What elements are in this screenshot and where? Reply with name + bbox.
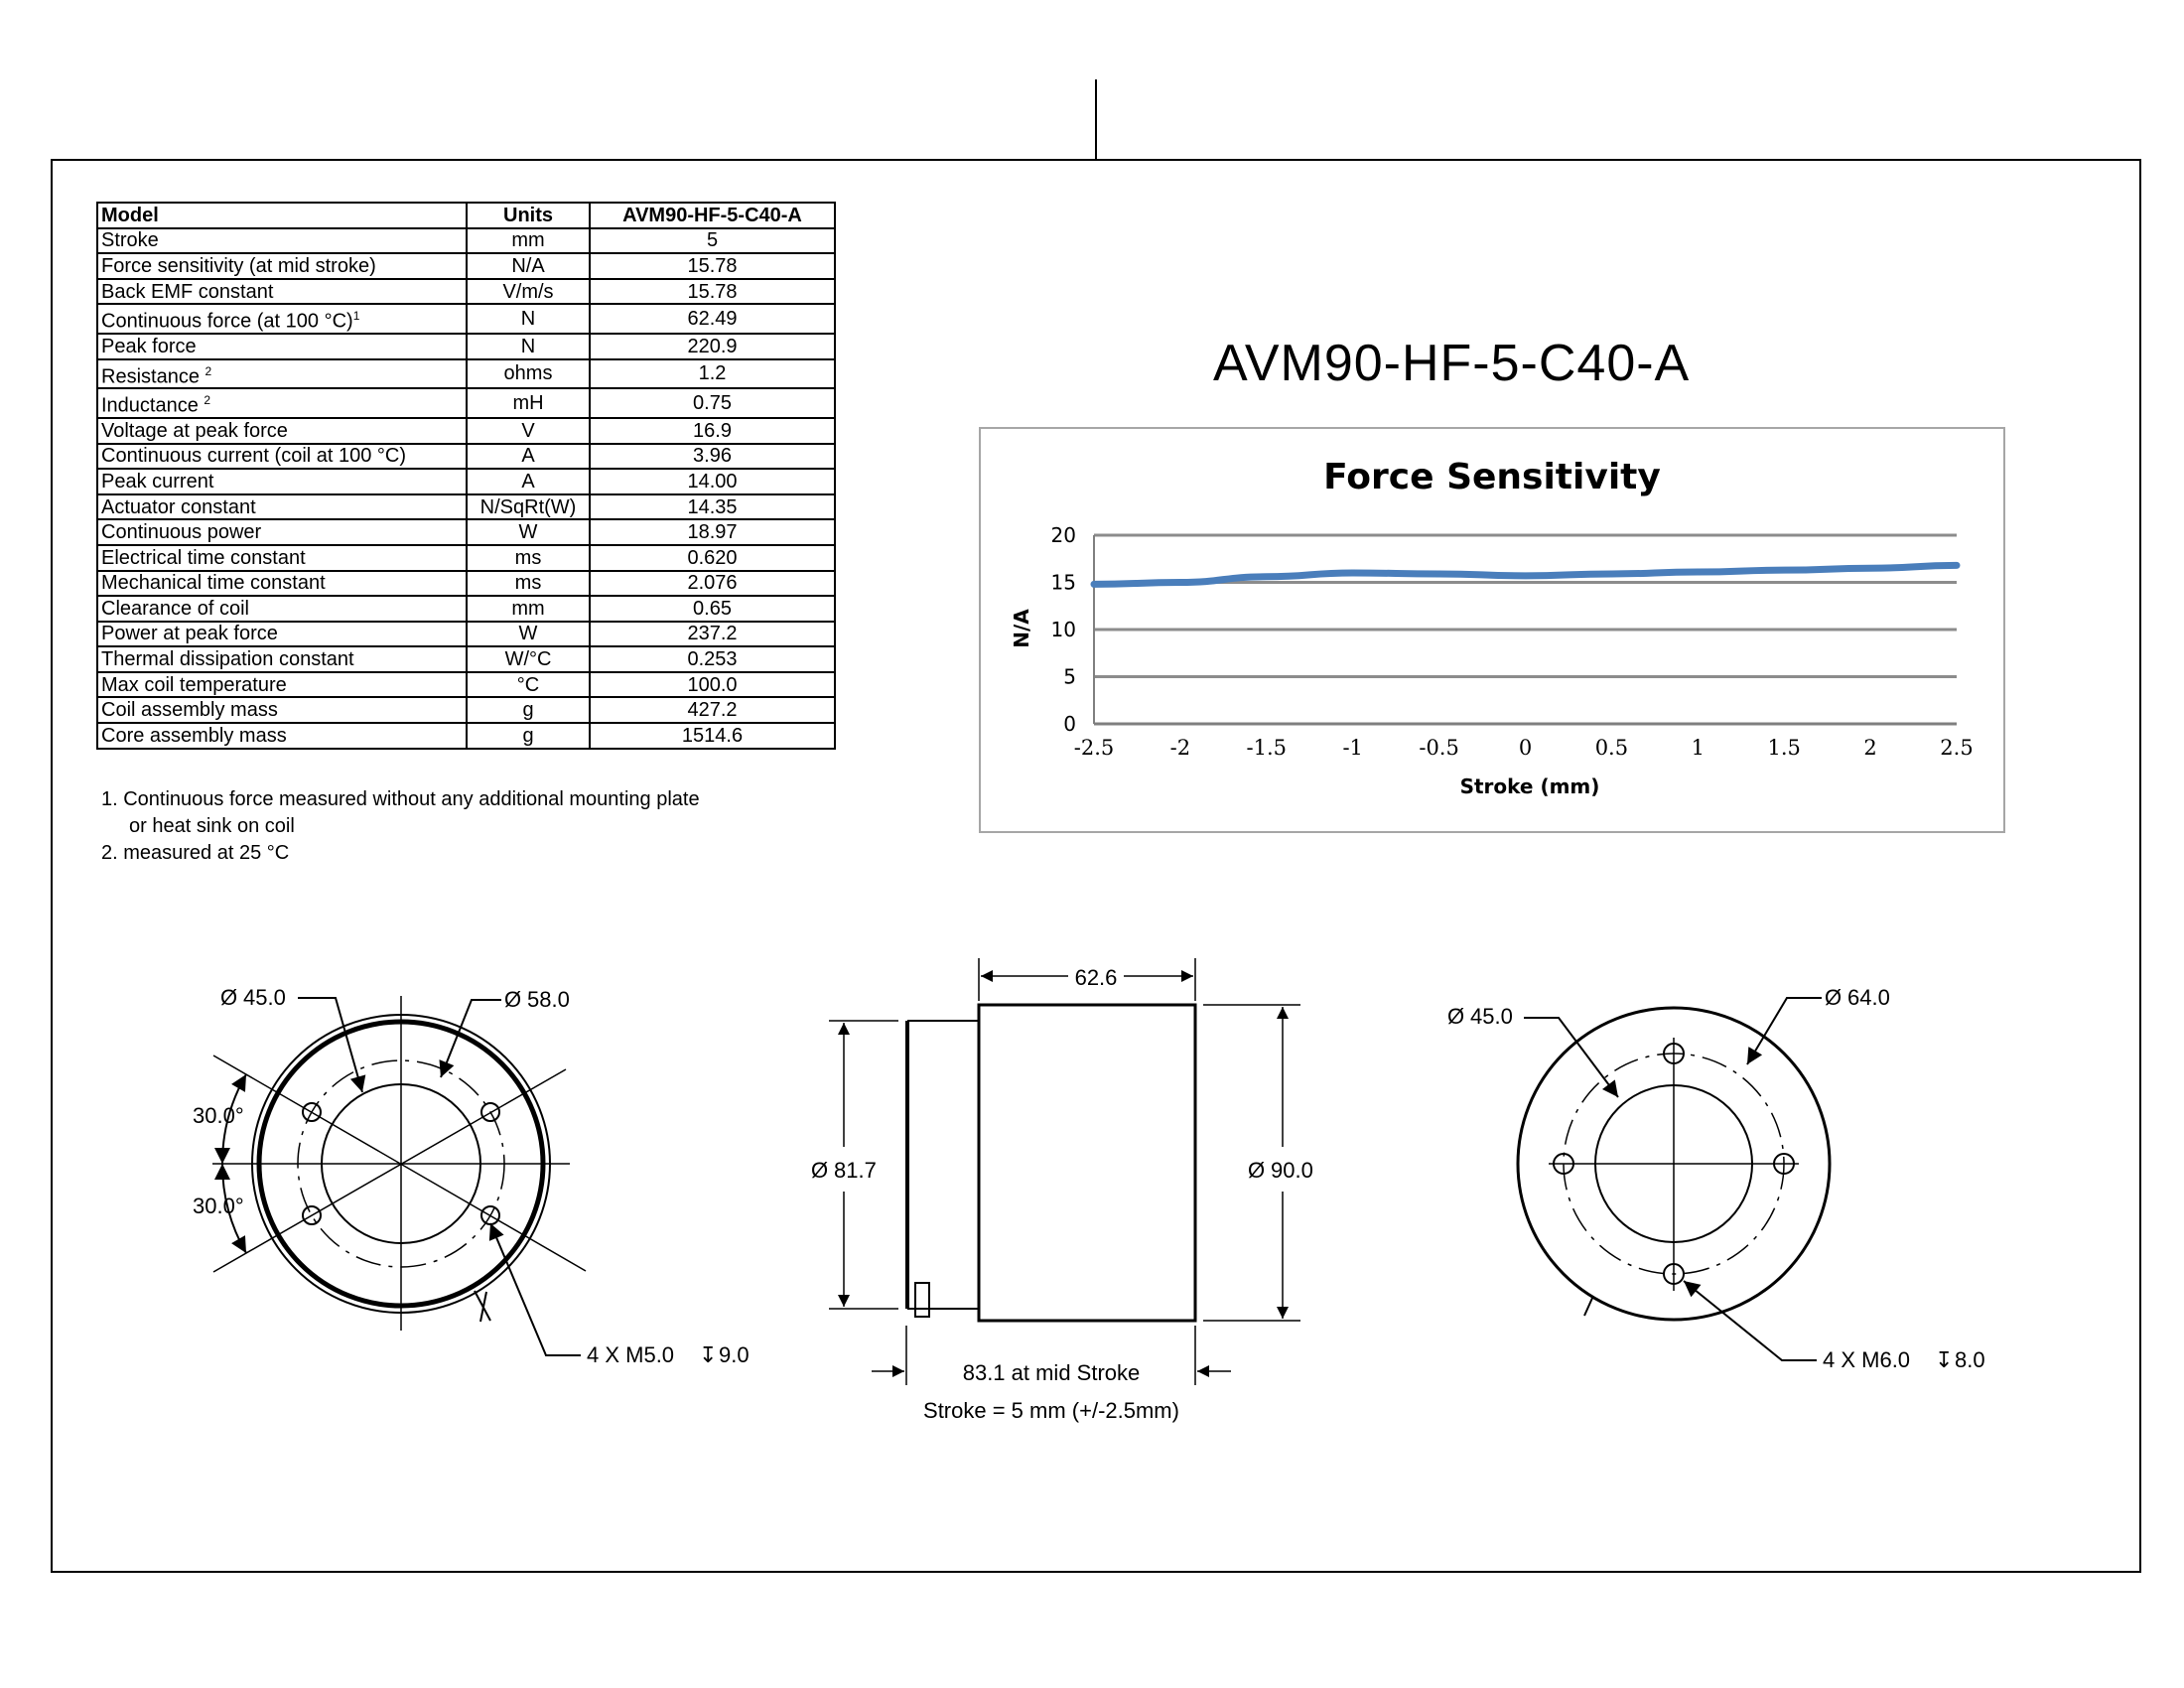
chart-title: Force Sensitivity (1323, 457, 1661, 497)
spec-value: 0.75 (590, 388, 835, 418)
front-dia58-symbol: Ø (504, 987, 522, 1012)
spec-param-text: Thermal dissipation constant (101, 648, 354, 671)
spec-param-text: Peak force (101, 335, 197, 357)
x-tick-label: 2 (1863, 736, 1877, 760)
x-tick-label: 1.5 (1767, 736, 1801, 760)
spec-param-text: Force sensitivity (at mid stroke) (101, 254, 376, 277)
front-view (193, 985, 750, 1367)
spec-units: °C (467, 672, 590, 698)
spec-param-text: Electrical time constant (101, 546, 306, 569)
back-pin (1584, 1296, 1593, 1316)
side-dia-large-symbol: Ø (1248, 1158, 1266, 1183)
spec-value: 100.0 (590, 672, 835, 698)
spec-value: 0.65 (590, 596, 835, 622)
spec-value: 3.96 (590, 444, 835, 470)
spec-value: 14.00 (590, 469, 835, 494)
front-angle-top: 30.0° (193, 1103, 244, 1128)
x-tick-label: 1 (1691, 736, 1705, 760)
spec-units: N/SqRt(W) (467, 494, 590, 520)
note-2: 2. measured at 25 °C (101, 842, 290, 864)
back-dia45-symbol: Ø (1447, 1004, 1465, 1029)
spec-units: V/m/s (467, 279, 590, 305)
side-dia-small-label: 81.7 (834, 1158, 877, 1183)
front-angle-bottom: 30.0° (193, 1194, 244, 1218)
note-1-cont: or heat sink on coil (129, 815, 295, 837)
spec-param-text: Inductance (101, 394, 205, 417)
spec-param-text: Resistance (101, 365, 205, 388)
spec-param-text: Max coil temperature (101, 673, 287, 696)
header-value: AVM90-HF-5-C40-A (590, 203, 835, 228)
spec-units: W (467, 622, 590, 647)
header-param: Model (97, 203, 467, 228)
x-tick-label: 0.5 (1594, 736, 1629, 760)
spec-units: W/°C (467, 646, 590, 672)
spec-units: N (467, 334, 590, 359)
spec-units: N/A (467, 253, 590, 279)
spec-value: 1.2 (590, 359, 835, 389)
spec-units: ms (467, 571, 590, 597)
spec-footnote-ref: 2 (205, 363, 212, 378)
spec-param-text: Back EMF constant (101, 280, 274, 303)
side-dia-small-symbol: Ø (811, 1158, 829, 1183)
header-units: Units (467, 203, 590, 228)
spec-units: N (467, 304, 590, 334)
side-coil-body (979, 1005, 1195, 1321)
spec-value: 15.78 (590, 279, 835, 305)
spec-value: 62.49 (590, 304, 835, 334)
side-width-label: 62.6 (1074, 965, 1118, 990)
y-axis-label: N/A (1010, 609, 1033, 648)
front-dia58-label: 58.0 (527, 987, 570, 1012)
spec-param-text: Actuator constant (101, 495, 256, 518)
spec-units: mH (467, 388, 590, 418)
spec-param-text: Peak current (101, 470, 214, 492)
spec-param-text: Stroke (101, 229, 159, 252)
side-view (811, 958, 1313, 1423)
spec-value: 220.9 (590, 334, 835, 359)
note-1: 1. Continuous force measured without any additional mounting plate (101, 788, 700, 810)
spec-param-text: Power at peak force (101, 623, 278, 645)
y-tick-label: 10 (1050, 618, 1076, 641)
spec-value: 0.620 (590, 545, 835, 571)
side-core-body (908, 1021, 979, 1309)
front-holes-leader (490, 1223, 581, 1355)
spec-value: 0.253 (590, 646, 835, 672)
y-tick-label: 0 (1063, 712, 1076, 736)
front-dia45-label: 45.0 (243, 985, 286, 1010)
spec-value: 427.2 (590, 697, 835, 723)
side-pin (915, 1283, 929, 1317)
spec-param-text: Voltage at peak force (101, 419, 288, 442)
spec-units: ms (467, 545, 590, 571)
spec-param-text: Core assembly mass (101, 724, 287, 747)
spec-param-text: Mechanical time constant (101, 572, 326, 595)
back-holes-leader (1684, 1281, 1817, 1360)
x-tick-label: -1.5 (1246, 736, 1288, 760)
y-tick-label: 15 (1050, 570, 1076, 595)
front-holes-label: 4 X M5.0 (587, 1342, 681, 1367)
model-title: AVM90-HF-5-C40-A (1213, 335, 1691, 392)
back-holes-label: 4 X M6.0 (1823, 1347, 1917, 1372)
back-depth-symbol: ↧ (1935, 1347, 1954, 1372)
spec-value: 2.076 (590, 571, 835, 597)
x-tick-label: -2.5 (1073, 736, 1115, 760)
spec-units: V (467, 418, 590, 444)
spec-units: ohms (467, 359, 590, 389)
spec-units: g (467, 697, 590, 723)
x-tick-label: 2.5 (1940, 736, 1974, 760)
front-depth-symbol: ↧ (699, 1342, 718, 1367)
spec-units: mm (467, 228, 590, 254)
x-axis-label: Stroke (mm) (1459, 774, 1600, 798)
x-tick-label: -2 (1169, 736, 1191, 760)
back-dia64-label: 64.0 (1847, 985, 1890, 1010)
x-tick-label: -1 (1342, 736, 1363, 760)
spec-value: 15.78 (590, 253, 835, 279)
spec-value: 5 (590, 228, 835, 254)
spec-units: W (467, 519, 590, 545)
spec-value: 18.97 (590, 519, 835, 545)
spec-units: mm (467, 596, 590, 622)
spec-units: g (467, 723, 590, 749)
spec-units: A (467, 469, 590, 494)
spec-footnote-ref: 1 (352, 309, 360, 324)
spec-value: 14.35 (590, 494, 835, 520)
x-tick-label: 0 (1518, 736, 1533, 760)
spec-param-text: Continuous force (at 100 °C) (101, 311, 353, 334)
spec-footnote-ref: 2 (204, 393, 211, 408)
spec-param-text: Continuous power (101, 521, 262, 544)
spec-value: 1514.6 (590, 723, 835, 749)
spec-param-text: Clearance of coil (101, 597, 249, 620)
y-tick-label: 20 (1050, 523, 1076, 547)
spec-value: 16.9 (590, 418, 835, 444)
back-dia45-label: 45.0 (1470, 1004, 1513, 1029)
spec-param-text: Continuous current (coil at 100 °C) (101, 445, 407, 468)
front-holes-depth: 9.0 (719, 1342, 750, 1367)
back-holes-depth: 8.0 (1955, 1347, 1985, 1372)
side-dia-large-label: 90.0 (1271, 1158, 1313, 1183)
spec-param-text: Coil assembly mass (101, 699, 278, 722)
side-length-note: 83.1 at mid Stroke (962, 1360, 1141, 1385)
spec-units: A (467, 444, 590, 470)
side-stroke-note: Stroke = 5 mm (+/-2.5mm) (923, 1398, 1179, 1423)
back-view (1447, 985, 1985, 1372)
front-dia45-symbol: Ø (220, 985, 238, 1010)
front-dia45-leader (298, 998, 362, 1092)
back-dia64-symbol: Ø (1825, 985, 1843, 1010)
x-tick-label: -0.5 (1419, 736, 1459, 760)
spec-value: 237.2 (590, 622, 835, 647)
y-tick-label: 5 (1063, 664, 1076, 689)
